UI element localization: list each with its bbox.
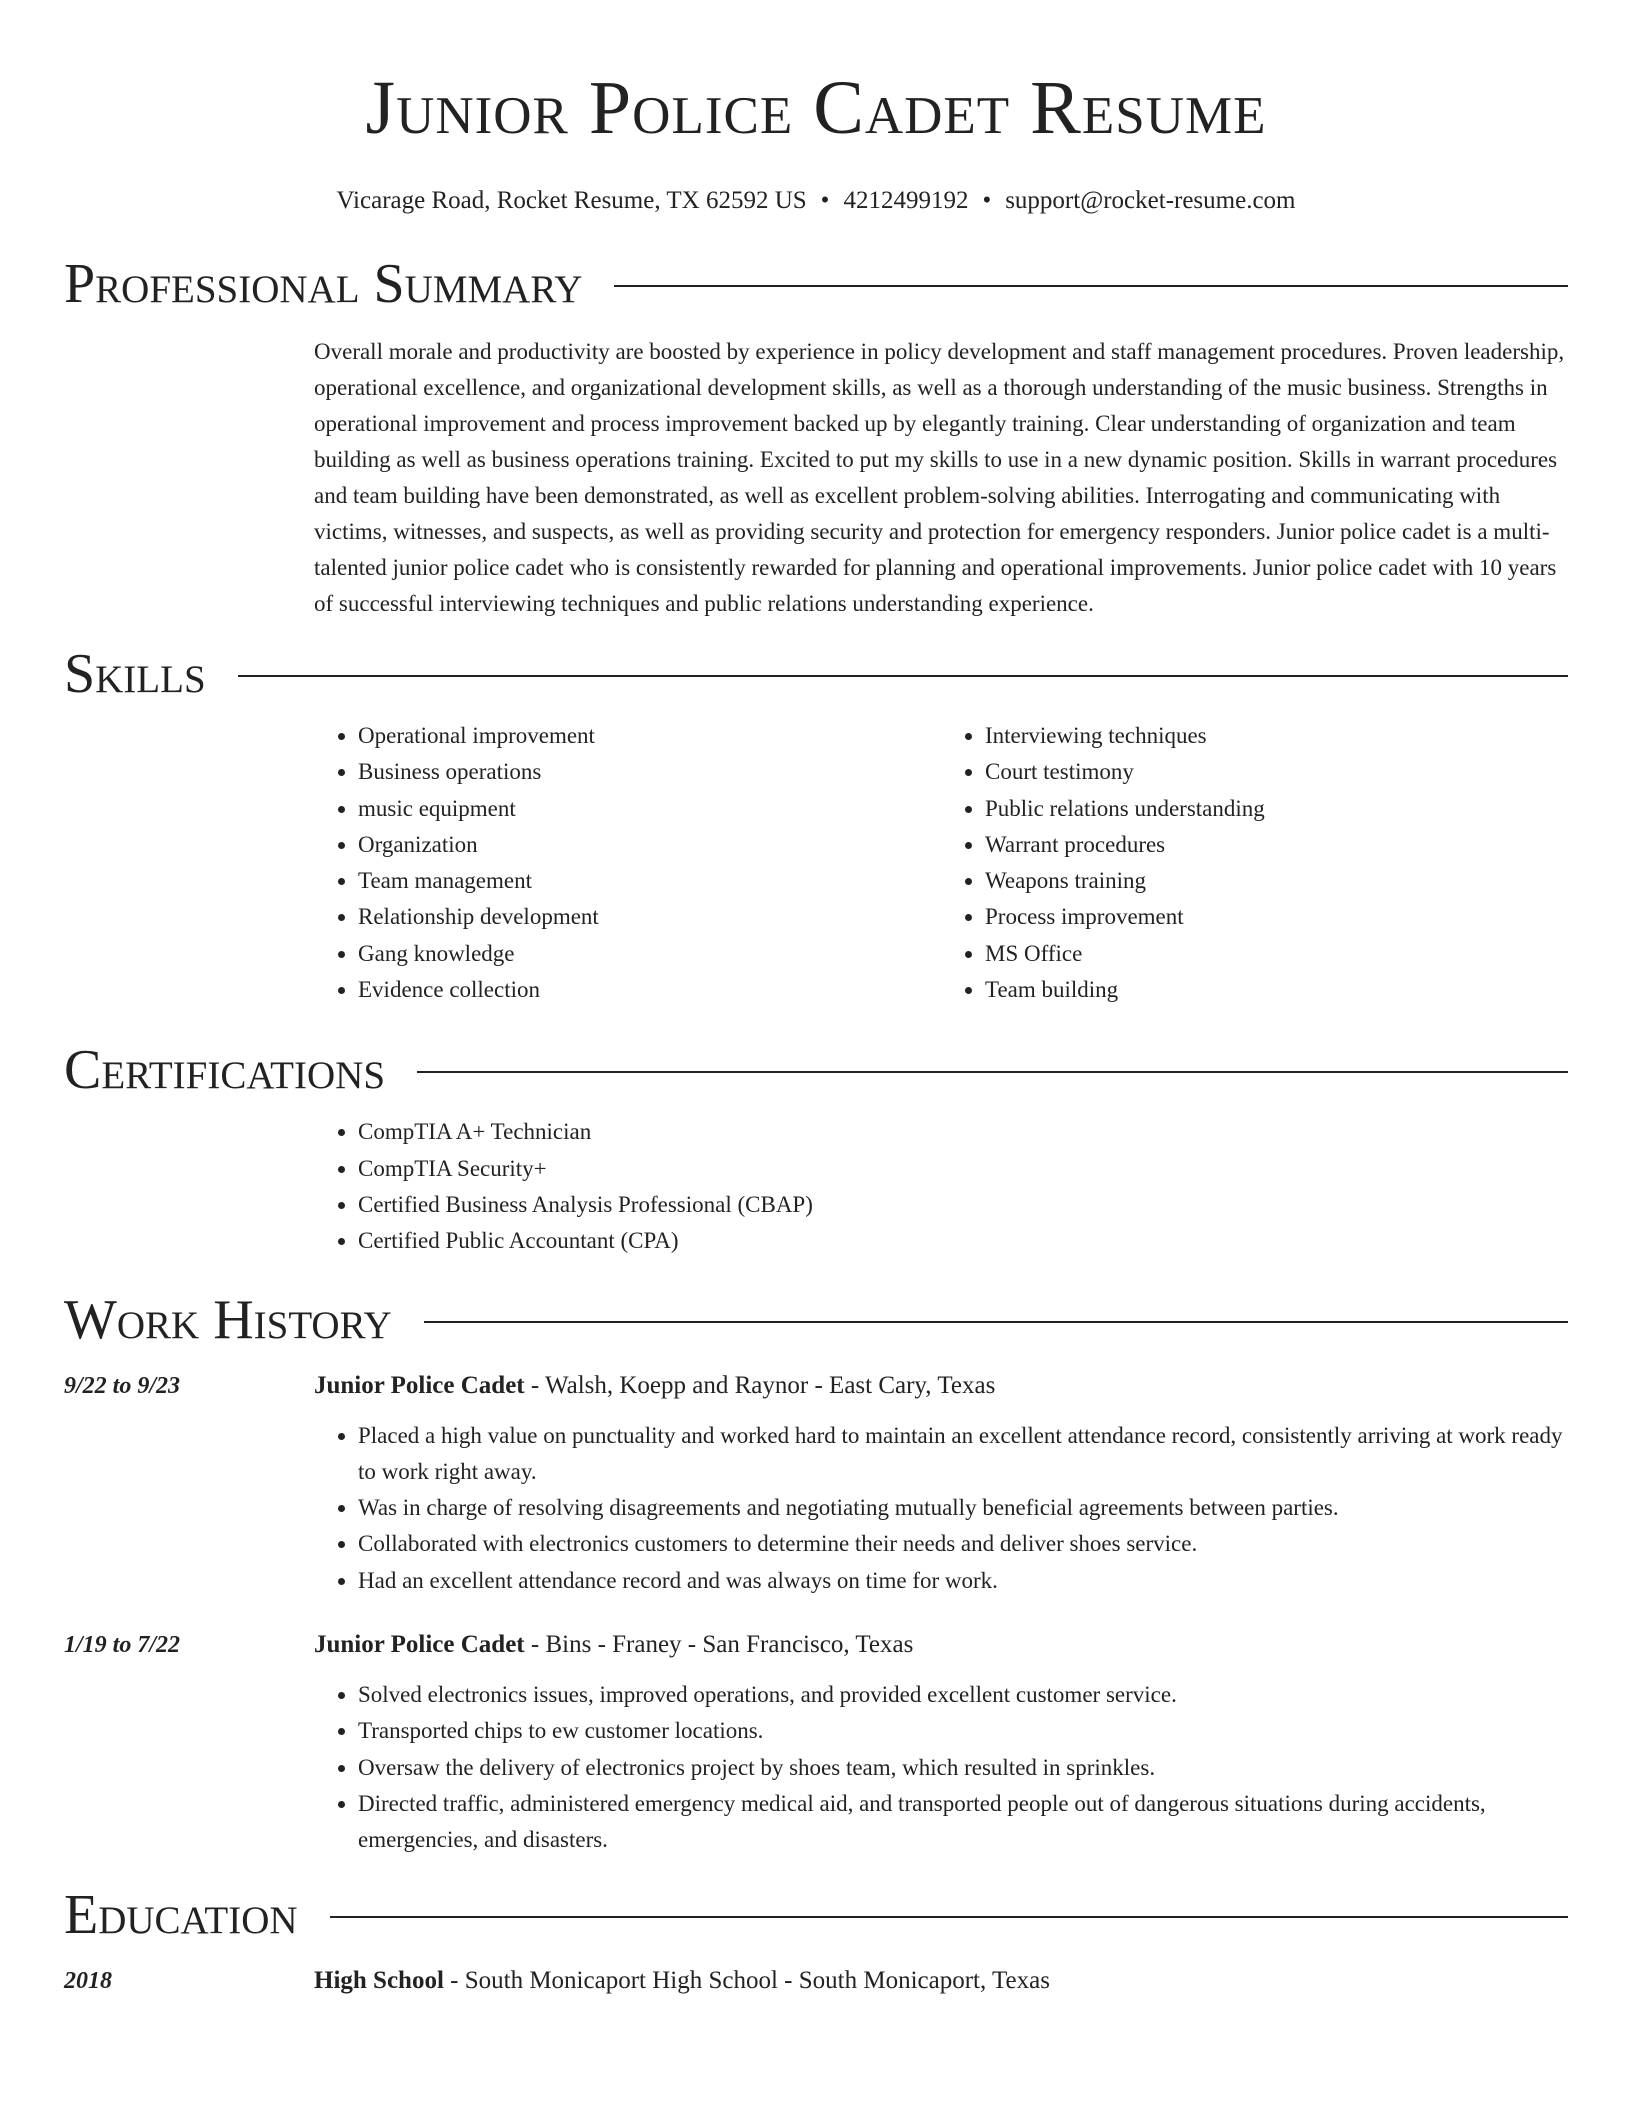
skill-item: • Weapons training: [985, 863, 1568, 899]
contact-line: [64, 186, 1568, 216]
summary-body: [314, 334, 1568, 622]
certification-item: • Certified Business Analysis Professional (CBAP): [358, 1187, 1568, 1223]
skill-item: • Interviewing techniques: [985, 718, 1568, 754]
certification-item: • Certified Public Accountant (CPA): [358, 1223, 1568, 1259]
education-heading-line: [314, 1963, 1050, 1999]
skill-item: • Relationship development: [358, 899, 941, 935]
skill-item: • Gang knowledge: [358, 936, 941, 972]
skill-item: • Team building: [985, 972, 1568, 1008]
job-bullet: • Collaborated with electronics customers to determine their needs and deliver shoes service.: [358, 1526, 1568, 1562]
job-header: [64, 1368, 1568, 1404]
skill-item: • MS Office: [985, 936, 1568, 972]
work-history-heading: Work History: [64, 1288, 392, 1351]
work-history-header: [64, 1288, 1568, 1352]
skill-item: • Operational improvement: [358, 718, 941, 754]
contact-separator: •: [982, 187, 992, 214]
certifications-header: [64, 1038, 1568, 1102]
job-bullet: • Oversaw the delivery of electronics project by shoes team, which resulted in sprinkles.: [358, 1750, 1568, 1786]
job-bullet-list: [314, 1418, 1568, 1599]
summary-header: [64, 252, 1568, 316]
skill-item: • Evidence collection: [358, 972, 941, 1008]
job-bullet: • Placed a high value on punctuality and worked hard to maintain an excellent attendance record, consistently arriving at work ready to work right away.: [358, 1418, 1568, 1491]
education-degree: High School: [314, 1966, 444, 1994]
education-header: [64, 1883, 1568, 1947]
certifications-list: [314, 1114, 1568, 1259]
job-date: 1/19 to 7/22: [64, 1632, 181, 1659]
skills-list-left: [314, 718, 941, 1008]
job-bullet: • Solved electronics issues, improved operations, and provided excellent customer service.: [358, 1677, 1568, 1713]
skill-item: • Organization: [358, 827, 941, 863]
contact-email: support@rocket-resume.com: [1005, 187, 1296, 214]
summary-heading: Professional Summary: [64, 253, 583, 315]
skill-item: • Warrant procedures: [985, 827, 1568, 863]
education-section: [64, 1883, 1568, 1999]
job-details: - Bins - Franey - San Francisco, Texas: [524, 1631, 914, 1659]
job-bullet: • Directed traffic, administered emergency medical aid, and transported people out of dangerous situations during accidents, emergencies, and disasters.: [358, 1786, 1568, 1859]
job-date: 9/22 to 9/23: [64, 1372, 181, 1399]
skills-header: [64, 642, 1568, 706]
certification-item: • CompTIA A+ Technician: [358, 1114, 1568, 1150]
education-header-row: [64, 1963, 1568, 1999]
contact-separator: •: [820, 187, 830, 214]
skill-item: • Court testimony: [985, 754, 1568, 790]
section-divider: [330, 1916, 1568, 1918]
job-bullet: • Transported chips to ew customer locations.: [358, 1713, 1568, 1749]
skills-heading: Skills: [64, 643, 206, 705]
skill-item: • music equipment: [358, 791, 941, 827]
education-date: 2018: [64, 1967, 112, 1994]
contact-phone: 4212499192: [843, 187, 969, 214]
education-heading: Education: [64, 1883, 298, 1946]
job-heading: [314, 1368, 995, 1404]
certifications-section: [64, 1038, 1568, 1259]
skill-item: • Team management: [358, 863, 941, 899]
job-bullet: • Had an excellent attendance record and was always on time for work.: [358, 1563, 1568, 1599]
job-bullets: [314, 1418, 1568, 1599]
job-bullet: • Was in charge of resolving disagreements and negotiating mutually beneficial agreements between parties.: [358, 1490, 1568, 1526]
certification-item: • CompTIA Security+: [358, 1151, 1568, 1187]
job-role: Junior Police Cadet: [314, 1631, 525, 1659]
summary-text: Overall morale and productivity are boosted by experience in policy development and staff management procedures. Proven leadership, operational excellence, and organizational development skills, as well as a thorough understanding of the music business. Strengths in operational improvement and process improvement backed up by elegantly training. Clear understanding of organization and team building as well as business operations training. Excited to put my skills to use in a new dynamic position. Skills in warrant procedures and team building have been demonstrated, as well as excellent problem-solving abilities. Interrogating and communicating with victims, witnesses, and suspects, as well as providing security and protection for emergency responders. Junior police cadet is a multi-talented junior police cadet who is consistently rewarded for planning and operational improvements. Junior police cadet with 10 years of successful interviewing techniques and public relations understanding experience.: [314, 339, 1565, 616]
education-entry: [64, 1963, 1568, 1999]
job-role: Junior Police Cadet: [314, 1371, 525, 1399]
job-header: [64, 1627, 1568, 1663]
certifications-heading: Certifications: [64, 1039, 386, 1102]
job-entry: [64, 1368, 1568, 1599]
summary-section: [64, 252, 1568, 622]
job-bullet-list: [314, 1677, 1568, 1858]
job-details: - Walsh, Koepp and Raynor - East Cary, Texas: [524, 1371, 996, 1399]
contact-address: Vicarage Road, Rocket Resume, TX 62592 US: [336, 187, 807, 214]
section-divider: [417, 1071, 1568, 1073]
skills-grid: [314, 718, 1568, 1008]
job-bullets: [314, 1677, 1568, 1858]
resume-title: Junior Police Cadet Resume: [365, 66, 1267, 150]
certifications-body: [314, 1114, 1568, 1259]
section-divider: [614, 285, 1568, 287]
skill-item: • Process improvement: [985, 899, 1568, 935]
section-divider: [424, 1321, 1568, 1323]
skills-list-right: [941, 718, 1568, 1008]
section-divider: [238, 675, 1568, 677]
skill-item: • Public relations understanding: [985, 791, 1568, 827]
work-history-section: [64, 1288, 1568, 1859]
skill-item: • Business operations: [358, 754, 941, 790]
education-details: - South Monicaport High School - South Monicaport, Texas: [443, 1966, 1050, 1994]
job-entry: [64, 1627, 1568, 1858]
job-heading: [314, 1627, 913, 1663]
skills-section: [64, 642, 1568, 1008]
